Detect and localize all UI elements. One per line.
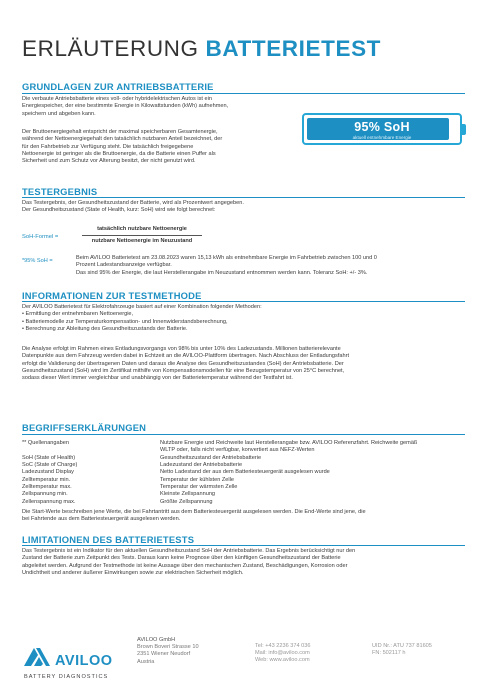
- text-line: während der Nettoenergiegehalt den tatsächlich nutzbaren Anteil bezeichnet, der: [22, 136, 223, 143]
- divider-limitationen: [22, 545, 465, 546]
- text-line: Gesundheitszustand (SoH) wird im Zertifikat mithilfe von Kompensationsmodellen für eine Bezugstemperatur von 25°C berechnet,: [22, 368, 345, 375]
- contact-info: [255, 643, 311, 665]
- formula-denominator: nutzbare Nettoenergie im Neuzustand: [91, 238, 193, 244]
- text-line: Nettoenergie ist geringer als die Bruttoenergie, da die Batterie einen Puffer als: [22, 151, 216, 158]
- soh-value: 95% SoH: [354, 120, 410, 134]
- text-line: speichern und abgeben kann.: [22, 110, 96, 117]
- term: ** Quellenangaben: [22, 440, 69, 446]
- battery-icon: [302, 113, 462, 145]
- definition: Temperatur der wärmsten Zelle: [160, 484, 238, 491]
- website: Web: www.aviloo.com: [255, 657, 310, 664]
- company-address: [137, 637, 199, 666]
- paragraph-limitationen: [22, 548, 355, 577]
- paragraph-testmethode-1: [22, 304, 262, 333]
- paragraph-begriffe-after: [22, 509, 366, 524]
- formula-label: SoH-Formel =: [22, 234, 59, 240]
- text-line: bei Fahrtende aus dem Batteriesteuergerät ausgelesen werden.: [22, 516, 181, 523]
- text-line: Das Testergebnis ist ein Indikator für den aktuellen Gesundheitszustand SoH der Antriebsbatterie. Das Ergebnis berücksichtigt nur den: [22, 548, 356, 554]
- term: Zelltemperatur max.: [22, 484, 72, 491]
- term: SoC (State of Charge): [22, 462, 78, 469]
- text-line: Der Gesundheitszustand (State of Health, kurz: SoH) wird wie folgt berechnet:: [22, 207, 216, 214]
- text-line: Die Analyse erfolgt im Rahmen eines Entladungsvorgangs von 98% bis unter 10% des Ladezustands. Millionen batterierelevante: [22, 346, 341, 352]
- formula-numerator: tatsächlich nutzbare Nettoenergie: [97, 226, 187, 232]
- term: Ladezustand Display: [22, 469, 74, 476]
- definition: Temperatur der kühlsten Zelle: [160, 476, 234, 483]
- text-line: Die Start-Werte beschreiben jene Werte, die bei Fahrtantritt aus dem Batteriesteuergerät ausgelesen werden. Die End-Werte sind jene, die: [22, 509, 366, 515]
- title-highlight: BATTERIETEST: [205, 36, 382, 61]
- text-line: Beim AVILOO Batterietest am 23.08.2023 waren 15,13 kWh als entnehmbare Energie im Fahrbetrieb zwischen 100 und 0: [76, 255, 377, 261]
- address-line: Austria: [137, 658, 155, 665]
- list-item: • Ermittlung der entnehmbaren Nettoenergie,: [22, 311, 134, 318]
- text-line: Prozent Ladestandsanzeige verfügbar.: [76, 262, 172, 269]
- divider-grundlagen: [22, 93, 465, 94]
- term: Zellenspannung max.: [22, 498, 76, 505]
- logo-word: AVILOO: [55, 653, 113, 669]
- text-line: abgeleitet werden. Aufgrund der Testmethode ist keine Aussage über den mechanischen Zustand, Beschädigungen, Korrosion oder: [22, 562, 348, 569]
- definition: Gesundheitszustand der Antriebsbatterie: [160, 454, 262, 461]
- definition: Netto Ladestand der aus dem Batteriesteuergerät ausgelesen wurde: [160, 469, 330, 476]
- tax-info: [372, 643, 432, 657]
- paragraph-testergebnis: [22, 200, 244, 215]
- paragraph-grundlagen-2: [22, 129, 222, 166]
- text-line: Der AVILOO Batterietest für Elektrofahrzeuge basiert auf einer Kombination folgender Methoden:: [22, 304, 262, 310]
- footer: [0, 632, 487, 690]
- address-line: Brown Boveri Strasse 10: [137, 644, 199, 651]
- aviloo-logo: [22, 636, 130, 682]
- text-line: erfolgt die Validierung der übertragenen Daten und daraus die Analyse des Gesundheitszustandes (SoH) der Antriebsbatterie. Der: [22, 360, 344, 367]
- divider-testmethode: [22, 301, 465, 302]
- definition: Ladezustand der Antriebsbatterie: [160, 462, 243, 469]
- address-line: 2351 Wiener Neudorf: [137, 651, 191, 658]
- note-label: *95% SoH =: [22, 258, 53, 264]
- text-line: Zustand der Batterie zum Zeitpunkt des Tests. Daraus kann keine Prognose über den künftigen Gesundheitszustand der Batterie: [22, 555, 341, 562]
- heading-grundlagen: GRUNDLAGEN ZUR ANTRIEBSBATTERIE: [22, 81, 214, 92]
- text-line: für den Fahrbetrieb zur Verfügung steht. Die tatsächlich freigegebene: [22, 143, 194, 150]
- text-line: Das sind 95% der Energie, die laut Herstellerangabe im Neuzustand entnommen werden kann. Toleranz SoH: +/- 3%.: [76, 269, 368, 276]
- text-line: sodass dieser Wert immer vergleichbar und unabhängig von der Batterietemperatur während der Testfahrt ist.: [22, 375, 293, 382]
- title-main: ERLÄUTERUNG: [22, 36, 199, 61]
- heading-limitationen: LIMITATIONEN DES BATTERIETESTS: [22, 534, 195, 545]
- paragraph-grundlagen-1: [22, 96, 228, 118]
- text-line: Datenpunkte aus dem Fahrzeug werden dabei in Echtzeit an die AVILOO-Plattform übertragen. Nach Abschluss der Entladungsfahrt: [22, 353, 350, 360]
- battery-cap: [462, 124, 466, 135]
- uid-number: UID Nr.: ATU 737 81605: [372, 643, 432, 649]
- text-line: Das Testergebnis, der Gesundheitszustand der Batterie, wird als Prozentwert angegeben.: [22, 200, 244, 206]
- definition: WLTP oder, falls nicht verfügbar, konvertiert aus NEFZ-Werten: [160, 447, 315, 454]
- divider-testergebnis: [22, 197, 465, 198]
- note-text: [76, 255, 377, 277]
- term: Zellspannung min.: [22, 491, 68, 498]
- logo-mark-icon: [24, 648, 50, 666]
- fn-number: FN: 502117 h: [372, 650, 406, 657]
- heading-testergebnis: TESTERGEBNIS: [22, 186, 98, 197]
- fraction-line: [82, 235, 202, 236]
- text-line: Der Bruttoenergiegehalt entspricht der maximal speicherbaren Gesamtenergie,: [22, 129, 218, 135]
- company-name: AVILOO GmbH: [137, 637, 176, 643]
- text-line: Energiespeicher, der eine bestimmte Energie in Kilowattstunden (kWh) aufnehmen,: [22, 103, 229, 110]
- heading-testmethode: INFORMATIONEN ZUR TESTMETHODE: [22, 290, 202, 301]
- term: Zelltemperatur min.: [22, 476, 71, 483]
- list-item: • Berechnung zur Ableitung des Gesundheitszustands der Batterie.: [22, 326, 188, 333]
- paragraph-testmethode-2: [22, 346, 349, 383]
- soh-caption: aktuell entnehmbare Energie: [352, 135, 412, 140]
- definition: Größte Zellspannung: [160, 498, 213, 505]
- logo-subtitle: BATTERY DIAGNOSTICS: [24, 674, 109, 680]
- text-line: Undichtheit und anderer äußerer Einwirkungen sowie zur elektrischen Sicherheit möglich.: [22, 570, 244, 577]
- page-title: [22, 36, 381, 62]
- term: SoH (State of Health): [22, 454, 76, 461]
- definition: Nutzbare Energie und Reichweite laut Herstellerangabe bzw. AVILOO Referenzfahrt. Reichweite gemäß: [160, 440, 418, 446]
- list-item: • Batteriemodelle zur Temperaturkompensation- und Innenwiderstandsberechnung,: [22, 318, 228, 325]
- phone: Tel: +43 2236 374 036: [255, 643, 311, 649]
- text-line: Sicherheit und zum Schutz vor Alterung besitzt, der nicht genutzt wird.: [22, 158, 196, 165]
- email: Mail: info@aviloo.com: [255, 650, 310, 657]
- definition: Kleinste Zellspannung: [160, 491, 216, 498]
- divider-begriffe: [22, 434, 465, 435]
- text-line: Die verbaute Antriebsbatterie eines voll- oder hybridelektrischen Autos ist ein: [22, 96, 212, 102]
- heading-begriffe: BEGRIFFSERKLÄRUNGEN: [22, 422, 147, 433]
